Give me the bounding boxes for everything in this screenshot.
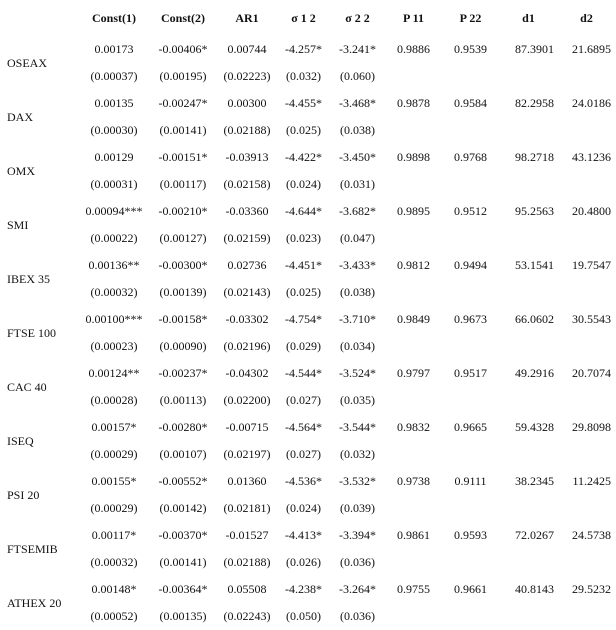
header-sigma1: σ 1 2 xyxy=(291,10,316,25)
std-error-cell: (0.027) xyxy=(286,447,321,461)
std-error-cell: (0.034) xyxy=(340,339,375,353)
estimate-cell: 95.2563 xyxy=(515,204,554,218)
estimate-cell: 0.9111 xyxy=(454,474,487,488)
header-p22: P 22 xyxy=(459,10,482,25)
std-error-cell: (0.029) xyxy=(286,339,321,353)
std-error-row xyxy=(1,603,615,630)
index-name: CAC 40 xyxy=(7,379,47,394)
std-error-cell: (0.026) xyxy=(286,555,321,569)
estimate-cell: -0.00552* xyxy=(158,474,208,488)
header-sigma2: σ 2 2 xyxy=(345,10,370,25)
std-error-cell: (0.00127) xyxy=(159,231,207,245)
std-error-cell: (0.036) xyxy=(340,609,375,623)
estimate-row xyxy=(1,576,615,603)
estimate-cell: 0.00155* xyxy=(91,474,137,488)
std-error-row xyxy=(1,495,615,522)
estimate-cell: -3.450* xyxy=(339,150,376,164)
estimate-row xyxy=(1,90,615,117)
std-error-row xyxy=(1,279,615,306)
estimate-cell: -0.00406* xyxy=(158,42,208,56)
empty-cell xyxy=(558,495,615,522)
empty-cell xyxy=(499,279,558,306)
estimate-cell: -0.03302 xyxy=(225,312,269,326)
estimate-row xyxy=(1,306,615,333)
empty-cell xyxy=(558,63,615,90)
estimate-row xyxy=(1,468,615,495)
table-body xyxy=(1,36,615,630)
estimate-cell: -4.451* xyxy=(285,258,322,272)
empty-cell xyxy=(558,225,615,252)
estimate-cell: 0.00148* xyxy=(91,582,137,596)
header-row xyxy=(1,0,615,36)
empty-cell xyxy=(385,441,442,468)
header-d2: d2 xyxy=(580,10,593,25)
empty-cell xyxy=(499,63,558,90)
estimate-cell: 40.8143 xyxy=(515,582,554,596)
estimate-cell: -0.00280* xyxy=(158,420,208,434)
estimate-cell: 0.00300 xyxy=(227,96,267,110)
header-p11: P 11 xyxy=(402,10,424,25)
estimate-cell: -3.524* xyxy=(339,366,376,380)
estimate-cell: -3.544* xyxy=(339,420,376,434)
estimate-cell: 0.9895 xyxy=(397,204,430,218)
estimate-row xyxy=(1,252,615,279)
std-error-cell: (0.00031) xyxy=(90,177,138,191)
estimate-cell: -3.682* xyxy=(339,204,376,218)
empty-cell xyxy=(499,171,558,198)
std-error-cell: (0.02158) xyxy=(223,177,271,191)
estimate-cell: 0.9898 xyxy=(397,150,430,164)
estimate-cell: 0.9539 xyxy=(454,42,487,56)
std-error-cell: (0.00022) xyxy=(90,231,138,245)
estimate-cell: -4.644* xyxy=(285,204,322,218)
std-error-cell: (0.032) xyxy=(286,69,321,83)
estimate-cell: -0.03913 xyxy=(225,150,269,164)
estimate-cell: 0.9755 xyxy=(397,582,430,596)
std-error-row xyxy=(1,387,615,414)
empty-cell xyxy=(442,279,499,306)
estimate-cell: -3.468* xyxy=(339,96,376,110)
std-error-cell: (0.02243) xyxy=(223,609,271,623)
estimate-cell: 72.0267 xyxy=(515,528,554,542)
std-error-cell: (0.027) xyxy=(286,393,321,407)
estimate-cell: 0.00157* xyxy=(91,420,137,434)
header-const2: Const(2) xyxy=(161,10,205,25)
std-error-cell: (0.02143) xyxy=(223,285,271,299)
std-error-cell: (0.024) xyxy=(286,501,321,515)
std-error-cell: (0.023) xyxy=(286,231,321,245)
estimate-cell: -4.422* xyxy=(285,150,322,164)
std-error-cell: (0.00037) xyxy=(90,69,138,83)
std-error-cell: (0.00195) xyxy=(159,69,207,83)
index-name: IBEX 35 xyxy=(7,271,50,286)
empty-cell xyxy=(499,333,558,360)
estimate-cell: 0.05508 xyxy=(227,582,267,596)
estimate-cell: -4.564* xyxy=(285,420,322,434)
estimate-cell: 20.4800 xyxy=(572,204,611,218)
empty-cell xyxy=(499,225,558,252)
estimate-cell: -3.394* xyxy=(339,528,376,542)
estimate-cell: 0.02736 xyxy=(227,258,267,272)
std-error-cell: (0.02181) xyxy=(223,501,271,515)
estimate-cell: -0.00300* xyxy=(158,258,208,272)
std-error-cell: (0.00117) xyxy=(159,177,207,191)
estimate-cell: 0.00744 xyxy=(227,42,267,56)
estimate-cell: 53.1541 xyxy=(515,258,554,272)
estimate-cell: -3.264* xyxy=(339,582,376,596)
std-error-cell: (0.00139) xyxy=(159,285,207,299)
estimate-cell: 0.00173 xyxy=(94,42,134,56)
std-error-cell: (0.02188) xyxy=(223,555,271,569)
empty-cell xyxy=(558,333,615,360)
estimate-cell: -0.00151* xyxy=(158,150,208,164)
estimate-cell: 0.9665 xyxy=(454,420,487,434)
std-error-cell: (0.050) xyxy=(286,609,321,623)
empty-cell xyxy=(385,117,442,144)
estimate-cell: -3.710* xyxy=(339,312,376,326)
empty-cell xyxy=(499,495,558,522)
estimate-cell: -4.544* xyxy=(285,366,322,380)
std-error-row xyxy=(1,63,615,90)
std-error-cell: (0.00142) xyxy=(159,501,207,515)
estimate-cell: 0.9768 xyxy=(454,150,487,164)
std-error-row xyxy=(1,441,615,468)
estimate-cell: -0.00370* xyxy=(158,528,208,542)
estimate-row xyxy=(1,198,615,225)
estimate-cell: 66.0602 xyxy=(515,312,554,326)
std-error-cell: (0.00032) xyxy=(90,285,138,299)
empty-cell xyxy=(558,117,615,144)
index-name: OSEAX xyxy=(7,55,48,70)
std-error-cell: (0.038) xyxy=(340,123,375,137)
empty-cell xyxy=(499,441,558,468)
empty-cell xyxy=(558,279,615,306)
index-name: SMI xyxy=(7,217,29,232)
estimate-cell: 0.00124** xyxy=(88,366,140,380)
estimate-cell: 0.01360 xyxy=(227,474,267,488)
estimate-cell: 0.9797 xyxy=(397,366,430,380)
std-error-cell: (0.031) xyxy=(340,177,375,191)
std-error-cell: (0.00032) xyxy=(90,555,138,569)
std-error-cell: (0.025) xyxy=(286,285,321,299)
empty-cell xyxy=(385,279,442,306)
estimate-cell: 20.7074 xyxy=(572,366,611,380)
std-error-row xyxy=(1,171,615,198)
estimate-cell: 0.00136** xyxy=(88,258,140,272)
estimate-cell: -0.00158* xyxy=(158,312,208,326)
header-const1: Const(1) xyxy=(92,10,136,25)
std-error-row xyxy=(1,225,615,252)
estimate-row xyxy=(1,144,615,171)
estimate-cell: -0.00210* xyxy=(158,204,208,218)
std-error-row xyxy=(1,549,615,576)
std-error-cell: (0.00029) xyxy=(90,501,138,515)
empty-cell xyxy=(558,549,615,576)
estimate-cell: 98.2718 xyxy=(515,150,554,164)
std-error-cell: (0.00141) xyxy=(159,123,207,137)
index-name: OMX xyxy=(7,163,36,178)
estimate-cell: 0.00129 xyxy=(94,150,134,164)
estimate-cell: -4.455* xyxy=(285,96,322,110)
estimate-cell: -4.754* xyxy=(285,312,322,326)
empty-cell xyxy=(442,603,499,630)
std-error-cell: (0.00023) xyxy=(90,339,138,353)
std-error-cell: (0.00090) xyxy=(159,339,207,353)
estimate-cell: 0.9517 xyxy=(454,366,487,380)
estimate-cell: 0.9738 xyxy=(397,474,430,488)
std-error-cell: (0.00052) xyxy=(90,609,138,623)
empty-cell xyxy=(385,549,442,576)
estimate-cell: 0.9584 xyxy=(454,96,487,110)
estimate-cell: 0.00117* xyxy=(91,528,137,542)
empty-cell xyxy=(385,495,442,522)
estimate-cell: 24.5738 xyxy=(572,528,611,542)
empty-cell xyxy=(385,603,442,630)
std-error-cell: (0.02159) xyxy=(223,231,271,245)
empty-cell xyxy=(442,441,499,468)
empty-cell xyxy=(558,603,615,630)
estimate-cell: 43.1236 xyxy=(572,150,611,164)
std-error-cell: (0.025) xyxy=(286,123,321,137)
estimate-cell: 0.00100*** xyxy=(85,312,143,326)
estimate-cell: -0.00364* xyxy=(158,582,208,596)
estimate-cell: 30.5543 xyxy=(572,312,611,326)
empty-cell xyxy=(442,63,499,90)
empty-cell xyxy=(385,171,442,198)
estimate-cell: -0.01527 xyxy=(225,528,269,542)
empty-cell xyxy=(442,495,499,522)
std-error-cell: (0.00113) xyxy=(159,393,207,407)
estimate-cell: -4.536* xyxy=(285,474,322,488)
std-error-cell: (0.00107) xyxy=(159,447,207,461)
estimate-cell: 24.0186 xyxy=(572,96,611,110)
estimate-cell: -4.238* xyxy=(285,582,322,596)
std-error-cell: (0.060) xyxy=(340,69,375,83)
estimate-cell: -0.04302 xyxy=(225,366,269,380)
estimate-cell: 0.9673 xyxy=(454,312,487,326)
std-error-cell: (0.024) xyxy=(286,177,321,191)
std-error-cell: (0.02200) xyxy=(223,393,271,407)
estimate-cell: 82.2958 xyxy=(515,96,554,110)
empty-cell xyxy=(558,171,615,198)
estimate-cell: -0.00715 xyxy=(225,420,269,434)
estimate-cell: 0.9849 xyxy=(397,312,430,326)
estimate-cell: 38.2345 xyxy=(515,474,554,488)
estimate-cell: -0.00247* xyxy=(158,96,208,110)
empty-cell xyxy=(558,387,615,414)
empty-cell xyxy=(442,171,499,198)
estimate-cell: -3.433* xyxy=(339,258,376,272)
std-error-cell: (0.035) xyxy=(340,393,375,407)
estimate-cell: 59.4328 xyxy=(515,420,554,434)
index-name: ATHEX 20 xyxy=(7,595,62,610)
estimate-cell: -4.257* xyxy=(285,42,322,56)
std-error-cell: (0.00028) xyxy=(90,393,138,407)
estimate-row xyxy=(1,360,615,387)
estimate-cell: 0.9593 xyxy=(454,528,487,542)
estimate-cell: 19.7547 xyxy=(572,258,611,272)
header-d1: d1 xyxy=(522,10,535,25)
estimate-cell: 29.5232 xyxy=(572,582,611,596)
empty-cell xyxy=(442,117,499,144)
estimation-results-table xyxy=(1,0,615,630)
std-error-cell: (0.032) xyxy=(340,447,375,461)
empty-cell xyxy=(385,333,442,360)
empty-cell xyxy=(385,387,442,414)
estimate-row xyxy=(1,36,615,63)
index-name: FTSE 100 xyxy=(7,325,57,340)
empty-cell xyxy=(499,549,558,576)
empty-cell xyxy=(442,387,499,414)
std-error-cell: (0.036) xyxy=(340,555,375,569)
estimate-cell: -0.00237* xyxy=(158,366,208,380)
std-error-cell: (0.02188) xyxy=(223,123,271,137)
std-error-row xyxy=(1,333,615,360)
std-error-row xyxy=(1,117,615,144)
index-name: PSI 20 xyxy=(7,487,40,502)
estimate-cell: 49.2916 xyxy=(515,366,554,380)
empty-cell xyxy=(499,603,558,630)
estimate-cell: 0.00135 xyxy=(94,96,134,110)
estimate-cell: 0.9661 xyxy=(454,582,487,596)
estimate-cell: 0.9812 xyxy=(397,258,430,272)
empty-cell xyxy=(499,387,558,414)
estimate-cell: 0.9861 xyxy=(397,528,430,542)
estimate-row xyxy=(1,414,615,441)
empty-cell xyxy=(385,63,442,90)
empty-cell xyxy=(499,117,558,144)
std-error-cell: (0.02196) xyxy=(223,339,271,353)
empty-cell xyxy=(442,333,499,360)
empty-cell xyxy=(385,225,442,252)
estimate-cell: -3.241* xyxy=(339,42,376,56)
estimate-cell: -4.413* xyxy=(285,528,322,542)
estimate-cell: -0.03360 xyxy=(225,204,269,218)
estimate-cell: 21.6895 xyxy=(572,42,611,56)
estimate-cell: 0.9832 xyxy=(397,420,430,434)
estimate-cell: 0.9494 xyxy=(454,258,487,272)
index-name: FTSEMIB xyxy=(7,541,58,556)
estimate-cell: 0.9886 xyxy=(397,42,430,56)
estimate-cell: 0.9512 xyxy=(454,204,487,218)
estimate-row xyxy=(1,522,615,549)
std-error-cell: (0.047) xyxy=(340,231,375,245)
std-error-cell: (0.02197) xyxy=(223,447,271,461)
header-index xyxy=(1,0,79,36)
estimate-cell: 0.00094*** xyxy=(85,204,143,218)
estimate-cell: 0.9878 xyxy=(397,96,430,110)
std-error-cell: (0.02223) xyxy=(223,69,271,83)
header-ar1: AR1 xyxy=(235,10,259,25)
estimate-cell: 29.8098 xyxy=(572,420,611,434)
empty-cell xyxy=(442,549,499,576)
estimate-cell: -3.532* xyxy=(339,474,376,488)
std-error-cell: (0.00030) xyxy=(90,123,138,137)
empty-cell xyxy=(442,225,499,252)
index-name: DAX xyxy=(7,109,33,124)
index-name: ISEQ xyxy=(7,433,34,448)
std-error-cell: (0.00029) xyxy=(90,447,138,461)
std-error-cell: (0.00135) xyxy=(159,609,207,623)
std-error-cell: (0.039) xyxy=(340,501,375,515)
std-error-cell: (0.00141) xyxy=(159,555,207,569)
estimate-cell: 87.3901 xyxy=(515,42,554,56)
empty-cell xyxy=(558,441,615,468)
std-error-cell: (0.038) xyxy=(340,285,375,299)
estimate-cell: 11.2425 xyxy=(572,474,611,488)
